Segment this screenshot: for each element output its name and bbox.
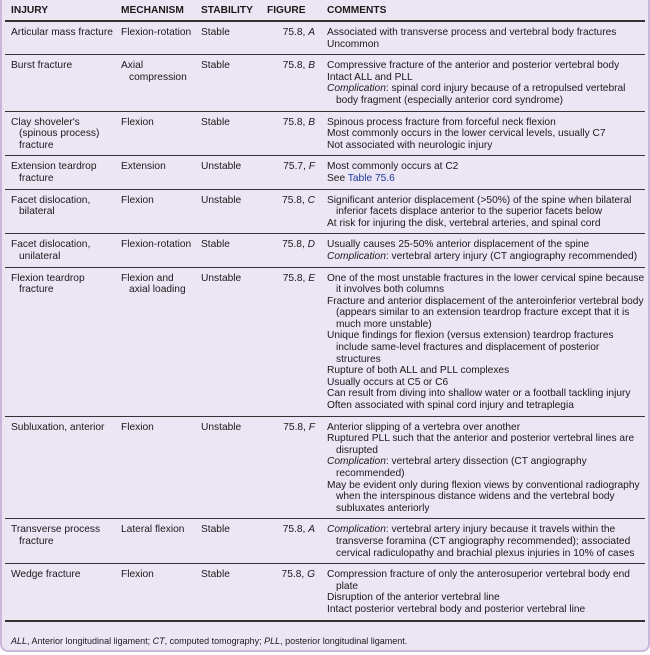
mechanism-cell (115, 267, 195, 416)
comment-text: Associated with transverse process and vertebral body fractures (327, 27, 617, 38)
figure-panel: D (307, 239, 315, 251)
comment-text: : vertebral artery injury (CT angiography recommended) (385, 250, 638, 262)
table-link[interactable]: Table 75.6 (347, 172, 395, 184)
comment-line (327, 377, 645, 389)
stability-cell: Stable (195, 55, 263, 111)
figure-number: 75.8, (282, 60, 306, 72)
injury-name: Flexion teardrop fracture (11, 272, 85, 296)
mechanism-text: Flexion (121, 116, 154, 128)
comment-line (327, 128, 645, 140)
table-row (5, 267, 645, 416)
comment-text: : vertebral artery injury because it travels within the transverse foramina (CT angiography recommended); associated cervical radiculopathy and brachial plexus injuries in 10% of cases (336, 524, 635, 559)
figure-panel: F (308, 161, 315, 173)
injury-cell (5, 111, 115, 156)
injury-cell (5, 156, 115, 189)
comment-text: At risk for injuring the disk, vertebral arteries, and spinal cord (327, 217, 601, 229)
comment-line (327, 195, 645, 218)
comment-text: Unique findings for flexion (versus extension) teardrop fractures include same-level fractures and displacement of posterior structures (327, 330, 614, 365)
header-figure: FIGURE (263, 0, 321, 21)
table-row (5, 55, 645, 111)
mechanism-cell (115, 519, 195, 564)
comment-text: Rupture of both ALL and PLL complexes (327, 365, 510, 377)
comment-line (327, 39, 645, 51)
figure-number: 75.8, (281, 569, 305, 581)
footnote-abbr: PLL (264, 636, 281, 646)
injury-name: Extension teardrop fracture (11, 161, 97, 184)
comment-line (327, 592, 645, 604)
table-row (5, 234, 645, 267)
figure-cell (263, 564, 321, 621)
comments-cell (321, 267, 645, 416)
comment-line (327, 27, 645, 39)
header-injury: INJURY (5, 0, 115, 21)
comments-cell (321, 234, 645, 267)
comment-text: Most commonly occurs at C2 (327, 161, 459, 173)
comment-line (327, 400, 645, 412)
injury-name: Wedge fracture (11, 569, 81, 581)
comment-text: Intact posterior vertebral body and posterior vertebral line (327, 603, 586, 615)
figure-cell (263, 416, 321, 519)
comment-line (327, 173, 645, 185)
header-row (5, 0, 645, 21)
header-mechanism: MECHANISM (115, 0, 195, 21)
mechanism-text: Extension (121, 161, 166, 173)
comment-line (327, 524, 645, 559)
comment-text: Spinous process fracture from forceful neck flexion (327, 116, 556, 128)
table-row (5, 416, 645, 519)
stability-cell: Unstable (195, 189, 263, 234)
footnote-text: , posterior longitudinal ligament. (280, 636, 408, 646)
stability-cell: Unstable (195, 267, 263, 416)
figure-cell (263, 111, 321, 156)
injury-table (5, 0, 645, 622)
comment-line (327, 60, 645, 72)
comment-text: Uncommon (327, 38, 380, 50)
stability-cell: Stable (195, 519, 263, 564)
injury-cell (5, 55, 115, 111)
comment-line (327, 365, 645, 377)
figure-panel: B (308, 116, 315, 128)
mechanism-text: Flexion (121, 421, 154, 433)
footnote-abbr: CT (152, 636, 165, 646)
comment-text: Significant anterior displacement (>50%) of the spine when bilateral inferior facets displace anterior to the superior facets below (327, 194, 632, 218)
injury-name: Burst fracture (11, 60, 73, 72)
comment-text: Often associated with spinal cord injury and tetraplegia (327, 400, 574, 412)
table-row (5, 189, 645, 234)
comment-line (327, 569, 645, 592)
injury-name: Subluxation, anterior (11, 421, 105, 433)
mechanism-text: Flexion-rotation (121, 239, 192, 251)
comment-italic-label: Complication (327, 456, 386, 468)
table-row (5, 564, 645, 621)
figure-number: 75.8, (282, 27, 306, 38)
mechanism-text: Flexion-rotation (121, 27, 192, 38)
figure-panel: C (307, 194, 315, 206)
comment-line (327, 604, 645, 616)
comment-line (327, 433, 645, 456)
mechanism-cell (115, 156, 195, 189)
injury-cell (5, 519, 115, 564)
comment-italic-label: Complication (327, 524, 386, 536)
comments-cell (321, 416, 645, 519)
footnote-text: , Anterior longitudinal ligament; (27, 636, 153, 646)
figure-number: 75.8, (283, 421, 306, 433)
stability-cell: Stable (195, 111, 263, 156)
figure-cell (263, 156, 321, 189)
comment-text: Usually causes 25-50% anterior displacement of the spine (327, 239, 590, 251)
figure-panel: E (308, 272, 315, 284)
comments-cell (321, 564, 645, 621)
comment-text: See (327, 172, 348, 184)
comment-line (327, 422, 645, 434)
figure-panel: A (308, 27, 315, 38)
figure-number: 75.8, (282, 272, 306, 284)
comment-text: One of the most unstable fractures in the lower cervical spine because it involves both columns (327, 272, 645, 296)
table-row (5, 519, 645, 564)
comment-line (327, 72, 645, 84)
mechanism-cell (115, 111, 195, 156)
comment-line (327, 388, 645, 400)
comment-line (327, 296, 645, 331)
comment-line (327, 480, 645, 515)
comment-text: : spinal cord injury because of a retropulsed vertebral body fragment (especially anterior cord syndrome) (336, 83, 626, 106)
comment-italic-label: Complication (327, 250, 386, 262)
stability-cell: Unstable (195, 416, 263, 519)
table-row (5, 156, 645, 189)
comment-text: Intact ALL and PLL (327, 71, 413, 83)
injury-name: Articular mass fracture (11, 27, 113, 38)
figure-cell (263, 234, 321, 267)
mechanism-text: Flexion (121, 569, 154, 581)
mechanism-text: Axial compression (121, 60, 187, 83)
comment-text: Can result from diving into shallow water or a football tackling injury (327, 388, 631, 400)
figure-number: 75.8, (282, 116, 306, 128)
figure-number: 75.7, (283, 161, 306, 173)
mechanism-text: Flexion and axial loading (121, 272, 186, 296)
mechanism-cell (115, 234, 195, 267)
comments-cell (321, 189, 645, 234)
comments-cell (321, 111, 645, 156)
injury-name: Clay shoveler's (spinous process) fracture (11, 116, 100, 151)
injury-cell (5, 234, 115, 267)
comment-text: Ruptured PLL such that the anterior and posterior vertebral lines are disrupted (327, 433, 635, 456)
comment-italic-label: Complication (327, 83, 386, 95)
stability-cell: Unstable (195, 156, 263, 189)
figure-panel: F (308, 421, 315, 433)
figure-number: 75.8, (282, 239, 305, 251)
injury-cell (5, 21, 115, 55)
comment-text: Disruption of the anterior vertebral line (327, 592, 500, 604)
comments-cell (321, 519, 645, 564)
stability-cell: Stable (195, 21, 263, 55)
mechanism-cell (115, 55, 195, 111)
figure-number: 75.8, (282, 194, 305, 206)
mechanism-cell (115, 189, 195, 234)
footnote-abbr: ALL (11, 636, 28, 646)
stability-cell: Stable (195, 234, 263, 267)
injury-cell (5, 564, 115, 621)
header-stability: STABILITY (195, 0, 263, 21)
mechanism-text: Lateral flexion (121, 524, 185, 536)
figure-cell (263, 55, 321, 111)
stability-cell: Stable (195, 564, 263, 621)
figure-cell (263, 189, 321, 234)
comment-text: Compression fracture of only the anterosuperior vertebral body end plate (327, 569, 630, 592)
comments-cell (321, 21, 645, 55)
figure-number: 75.8, (282, 524, 306, 536)
figure-panel: G (307, 569, 315, 581)
figure-cell (263, 21, 321, 55)
mechanism-cell (115, 21, 195, 55)
figure-cell (263, 519, 321, 564)
injury-name: Transverse process fracture (11, 524, 101, 547)
comment-line (327, 456, 645, 479)
table-row (5, 111, 645, 156)
table-row (5, 21, 645, 55)
figure-cell (263, 267, 321, 416)
comment-text: Compressive fracture of the anterior and posterior vertebral body (327, 60, 620, 72)
figure-panel: B (308, 60, 315, 72)
injury-cell (5, 267, 115, 416)
comment-line (327, 140, 645, 152)
comment-text: Fracture and anterior displacement of the anteroinferior vertebral body (appears similar to an extension teardrop fracture except that it is much more unstable) (327, 295, 644, 330)
comment-text: : vertebral artery dissection (CT angiography recommended) (336, 456, 587, 479)
comment-line (327, 117, 645, 129)
mechanism-text: Flexion (121, 194, 154, 206)
comment-line (327, 251, 645, 263)
comment-text: Anterior slipping of a vertebra over another (327, 421, 521, 433)
comments-cell (321, 156, 645, 189)
comment-text: Most commonly occurs in the lower cervical levels, usually C7 (327, 128, 606, 140)
mechanism-cell (115, 564, 195, 621)
comment-line (327, 218, 645, 230)
comment-text: May be evident only during flexion views by conventional radiography when the interspinous distance widens and the vertebral body subluxates anteriorly (327, 479, 640, 514)
comments-cell (321, 55, 645, 111)
injury-cell (5, 189, 115, 234)
comment-line (327, 273, 645, 296)
injury-name: Facet dislocation, unilateral (11, 239, 91, 262)
injury-cell (5, 416, 115, 519)
comment-line (327, 330, 645, 365)
comment-line (327, 161, 645, 173)
comment-text: Usually occurs at C5 or C6 (327, 376, 449, 388)
figure-panel: A (308, 524, 315, 536)
injury-name: Facet dislocation, bilateral (11, 194, 91, 218)
header-comments: COMMENTS (321, 0, 645, 21)
comment-text: Not associated with neurologic injury (327, 139, 493, 151)
comment-line (327, 239, 645, 251)
mechanism-cell (115, 416, 195, 519)
footnote-text: , computed tomography; (164, 636, 265, 646)
footnote (11, 636, 407, 646)
comment-line (327, 83, 645, 106)
